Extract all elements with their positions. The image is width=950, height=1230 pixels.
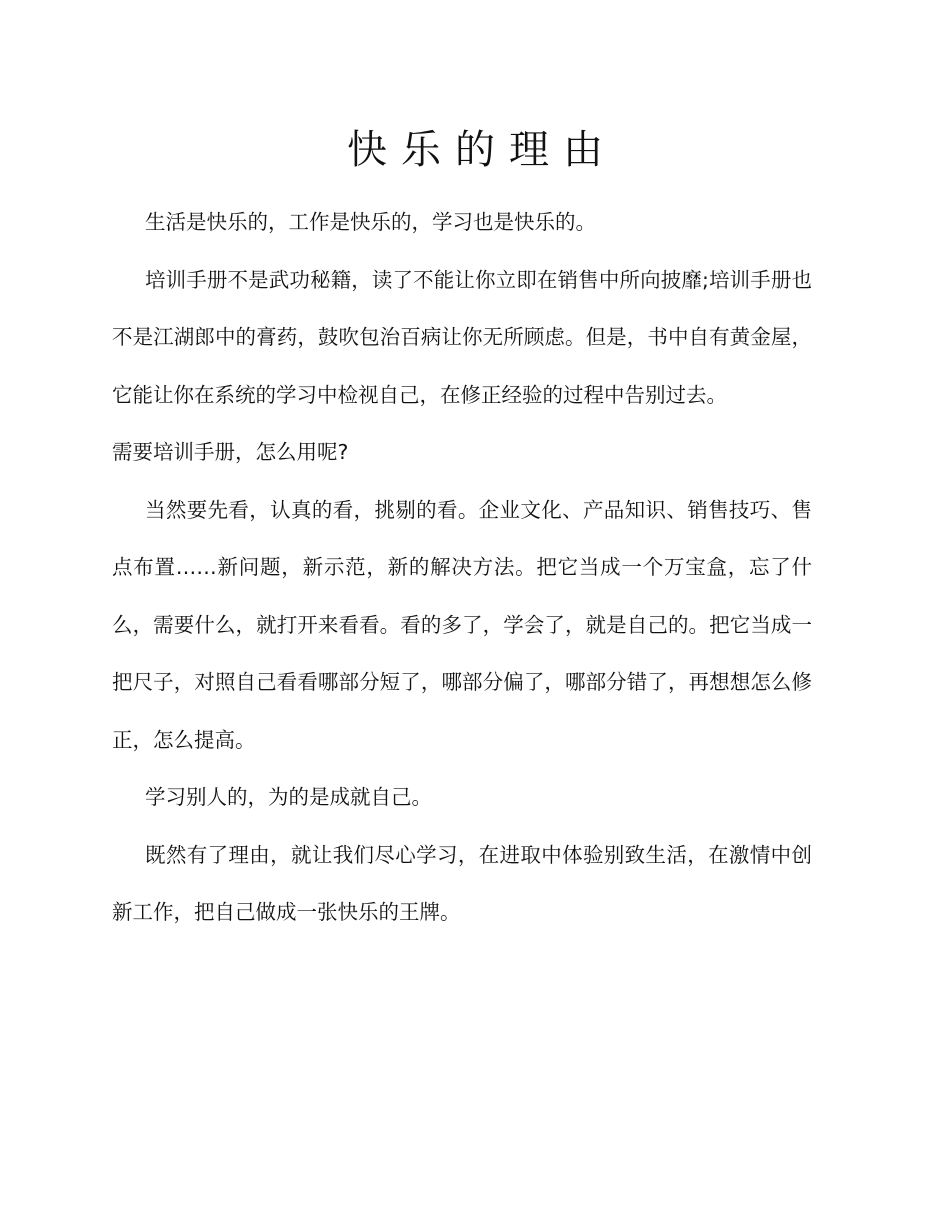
- document-body: [112, 194, 812, 942]
- paragraph-question: 需要培训手册，怎么用呢?: [112, 440, 349, 464]
- paragraph-intro: 生活是快乐的，工作是快乐的，学习也是快乐的。: [145, 210, 596, 234]
- paragraph-learn-from-others: 学习别人的，为的是成就自己。: [145, 785, 432, 809]
- paragraph-how-to-use: 当然要先看，认真的看，挑剔的看。企业文化、产品知识、销售技巧、售点布置……新问题，新示范，新的解决方法。把它当成一个万宝盒，忘了什么，需要什么，就打开来看看。看的多了，学会了，就是自己的。把它当成一把尺子，对照自己看看哪部分短了，哪部分偏了，哪部分错了，再想想怎么修正，怎么提高。: [112, 497, 812, 752]
- document-title: 快乐的理由: [347, 127, 617, 173]
- paragraph-manual: 培训手册不是武功秘籍，读了不能让你立即在销售中所向披靡;培训手册也不是江湖郎中的膏药，鼓吹包治百病让你无所顾虑。但是，书中自有黄金屋，它能让你在系统的学习中检视自己，在修正经验的过程中告别过去。: [112, 267, 812, 407]
- paragraph-conclusion: 既然有了理由，就让我们尽心学习，在进取中体验别致生活，在激情中创新工作，把自己做成一张快乐的王牌。: [112, 842, 812, 924]
